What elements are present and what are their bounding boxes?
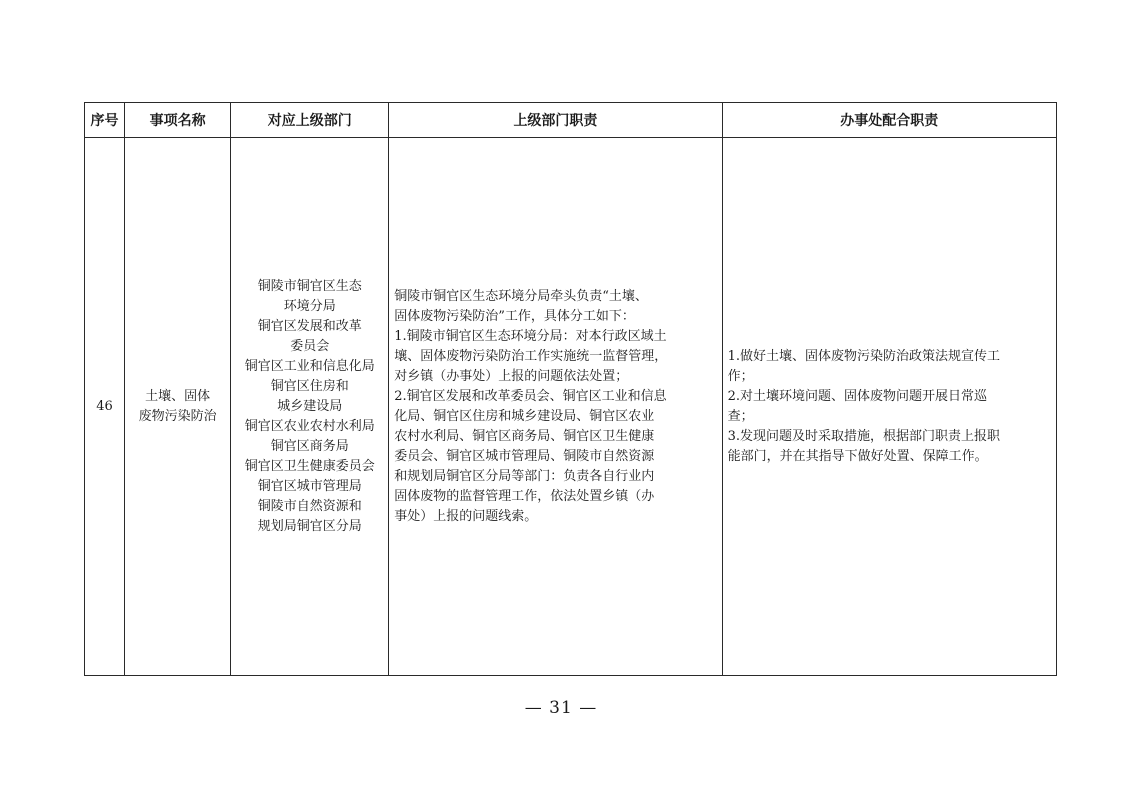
office-line: 作； [727,368,754,384]
duty-line: 化局、铜官区住房和城乡建设局、铜官区农业 [394,408,655,424]
duty-line: 和规划局铜官区分局等部门：负责各自行业内 [394,468,655,484]
table-header [85,103,1057,138]
office-line: 1.做好土壤、固体废物污染防治政策法规宣传工 [727,348,1001,364]
duty-table [84,102,1057,676]
page-number: — 31 — [524,698,598,718]
dept-line: 环境分局 [283,298,336,314]
dept-line: 委员会 [290,338,330,354]
duty-line: 固体废物的监督管理工作，依法处置乡镇（办 [394,488,655,504]
header-office-duty: 办事处配合职责 [722,103,1056,138]
header-no: 序号 [85,103,125,138]
header-row [85,103,1057,138]
table-row [85,138,1057,676]
header-item-name: 事项名称 [125,103,231,138]
row-item-name [125,138,231,676]
header-superior-duty: 上级部门职责 [389,103,722,138]
row-office-duty [722,138,1056,676]
header-superior-dept: 对应上级部门 [231,103,389,138]
duty-line: 委员会、铜官区城市管理局、铜陵市自然资源 [394,448,655,464]
row-superior-duty [389,138,722,676]
office-lines [723,347,1056,467]
duty-line: 铜陵市铜官区生态环境分局牵头负责“土壤、 [394,288,648,304]
dept-line: 铜官区发展和改革 [257,318,362,334]
office-line: 2.对土壤环境问题、固体废物问题开展日常巡 [727,388,988,404]
office-line: 能部门，并在其指导下做好处置、保障工作。 [727,448,988,464]
item-name-line: 土壤、固体 [145,388,211,404]
dept-lines [231,277,388,537]
dept-line: 铜官区卫生健康委员会 [244,458,375,474]
office-line: 3.发现问题及时采取措施，根据部门职责上报职 [727,428,1001,444]
office-line: 查； [727,408,754,424]
dept-line: 铜陵市自然资源和 [257,498,362,514]
duty-lines [389,287,721,527]
dept-line: 铜官区城市管理局 [257,478,362,494]
table-body [85,138,1057,676]
duty-line: 固体废物污染防治”工作，具体分工如下： [394,308,635,324]
duty-line: 事处）上报的问题线索。 [394,508,538,524]
duty-line: 农村水利局、铜官区商务局、铜官区卫生健康 [394,428,655,444]
duty-line: 1.铜陵市铜官区生态环境分局：对本行政区域土 [394,328,667,344]
duty-line: 壤、固体废物污染防治工作实施统一监督管理， [394,348,668,364]
dept-line: 铜官区工业和信息化局 [244,358,375,374]
row-superior-dept [231,138,389,676]
dept-line: 铜官区住房和 [270,378,349,394]
dept-line: 城乡建设局 [277,398,343,414]
duty-line: 2.铜官区发展和改革委员会、铜官区工业和信息 [394,388,667,404]
dept-line: 铜官区农业农村水利局 [244,418,375,434]
dept-line: 铜官区商务局 [270,438,349,454]
item-name-lines [125,387,230,427]
dept-line: 铜陵市铜官区生态 [257,278,362,294]
dept-line: 规划局铜官区分局 [257,518,362,534]
item-name-line: 废物污染防治 [138,408,217,424]
row-no: 46 [85,138,125,676]
duty-line: 对乡镇（办事处）上报的问题依法处置； [394,368,629,384]
